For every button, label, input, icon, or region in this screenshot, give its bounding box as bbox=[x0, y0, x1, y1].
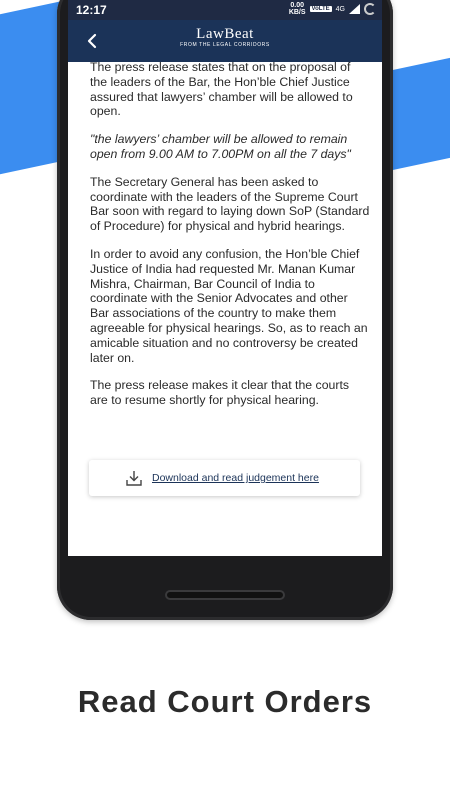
article-paragraph: In order to avoid any confusion, the Hon’ble Chief Justice of India had requested Mr. Manan Kumar Mishra, Chairman, Bar Council of India to coordinate with the Senior Advocates and other Bar associations of the country to make them agreeable for physical hearings. So, as to reach an amicable situation and no controversy be created later on. bbox=[90, 246, 368, 365]
download-judgement-button[interactable] bbox=[89, 460, 360, 496]
download-link-label[interactable]: Download and read judgement here bbox=[152, 472, 319, 484]
article-body bbox=[90, 60, 370, 421]
status-icons bbox=[289, 2, 376, 16]
download-icon bbox=[125, 469, 143, 487]
status-bar bbox=[68, 0, 382, 20]
phone-screen bbox=[68, 0, 382, 556]
volte-badge: VoLTE bbox=[311, 6, 330, 12]
article-paragraph: The Secretary General has been asked to coordinate with the leaders of the Supreme Court Bar soon with regard to laying down SoP (Standard of Procedure) for physical and hybrid hearings. bbox=[90, 174, 370, 234]
article-quote: "the lawyers’ chamber will be allowed to remain open from 9.00 AM to 7.00PM on all the 7 days" bbox=[90, 132, 351, 161]
status-time: 12:17 bbox=[76, 3, 107, 17]
article-paragraph: The press release makes it clear that the courts are to resume shortly for physical hearing. bbox=[90, 378, 350, 408]
logo-text: LawBeat bbox=[196, 26, 254, 42]
signal-icon bbox=[349, 4, 360, 14]
app-logo bbox=[68, 26, 382, 48]
article-paragraph: The press release states that on the proposal of the leaders of the Bar, the Hon’ble Chief Justice assured that lawyers’ chamber will be allowed to open. bbox=[90, 60, 353, 119]
logo-tagline: FROM THE LEGAL CORRIDORS bbox=[180, 42, 270, 48]
home-bar bbox=[165, 590, 285, 600]
promo-caption: Read Court Orders bbox=[77, 684, 373, 719]
network-speed bbox=[289, 2, 306, 16]
signal-label: 4G bbox=[335, 5, 345, 13]
loading-icon bbox=[364, 3, 376, 15]
app-bar bbox=[68, 20, 382, 62]
speed-value: 0.00 bbox=[290, 2, 304, 9]
speed-unit: KB/S bbox=[288, 9, 306, 16]
